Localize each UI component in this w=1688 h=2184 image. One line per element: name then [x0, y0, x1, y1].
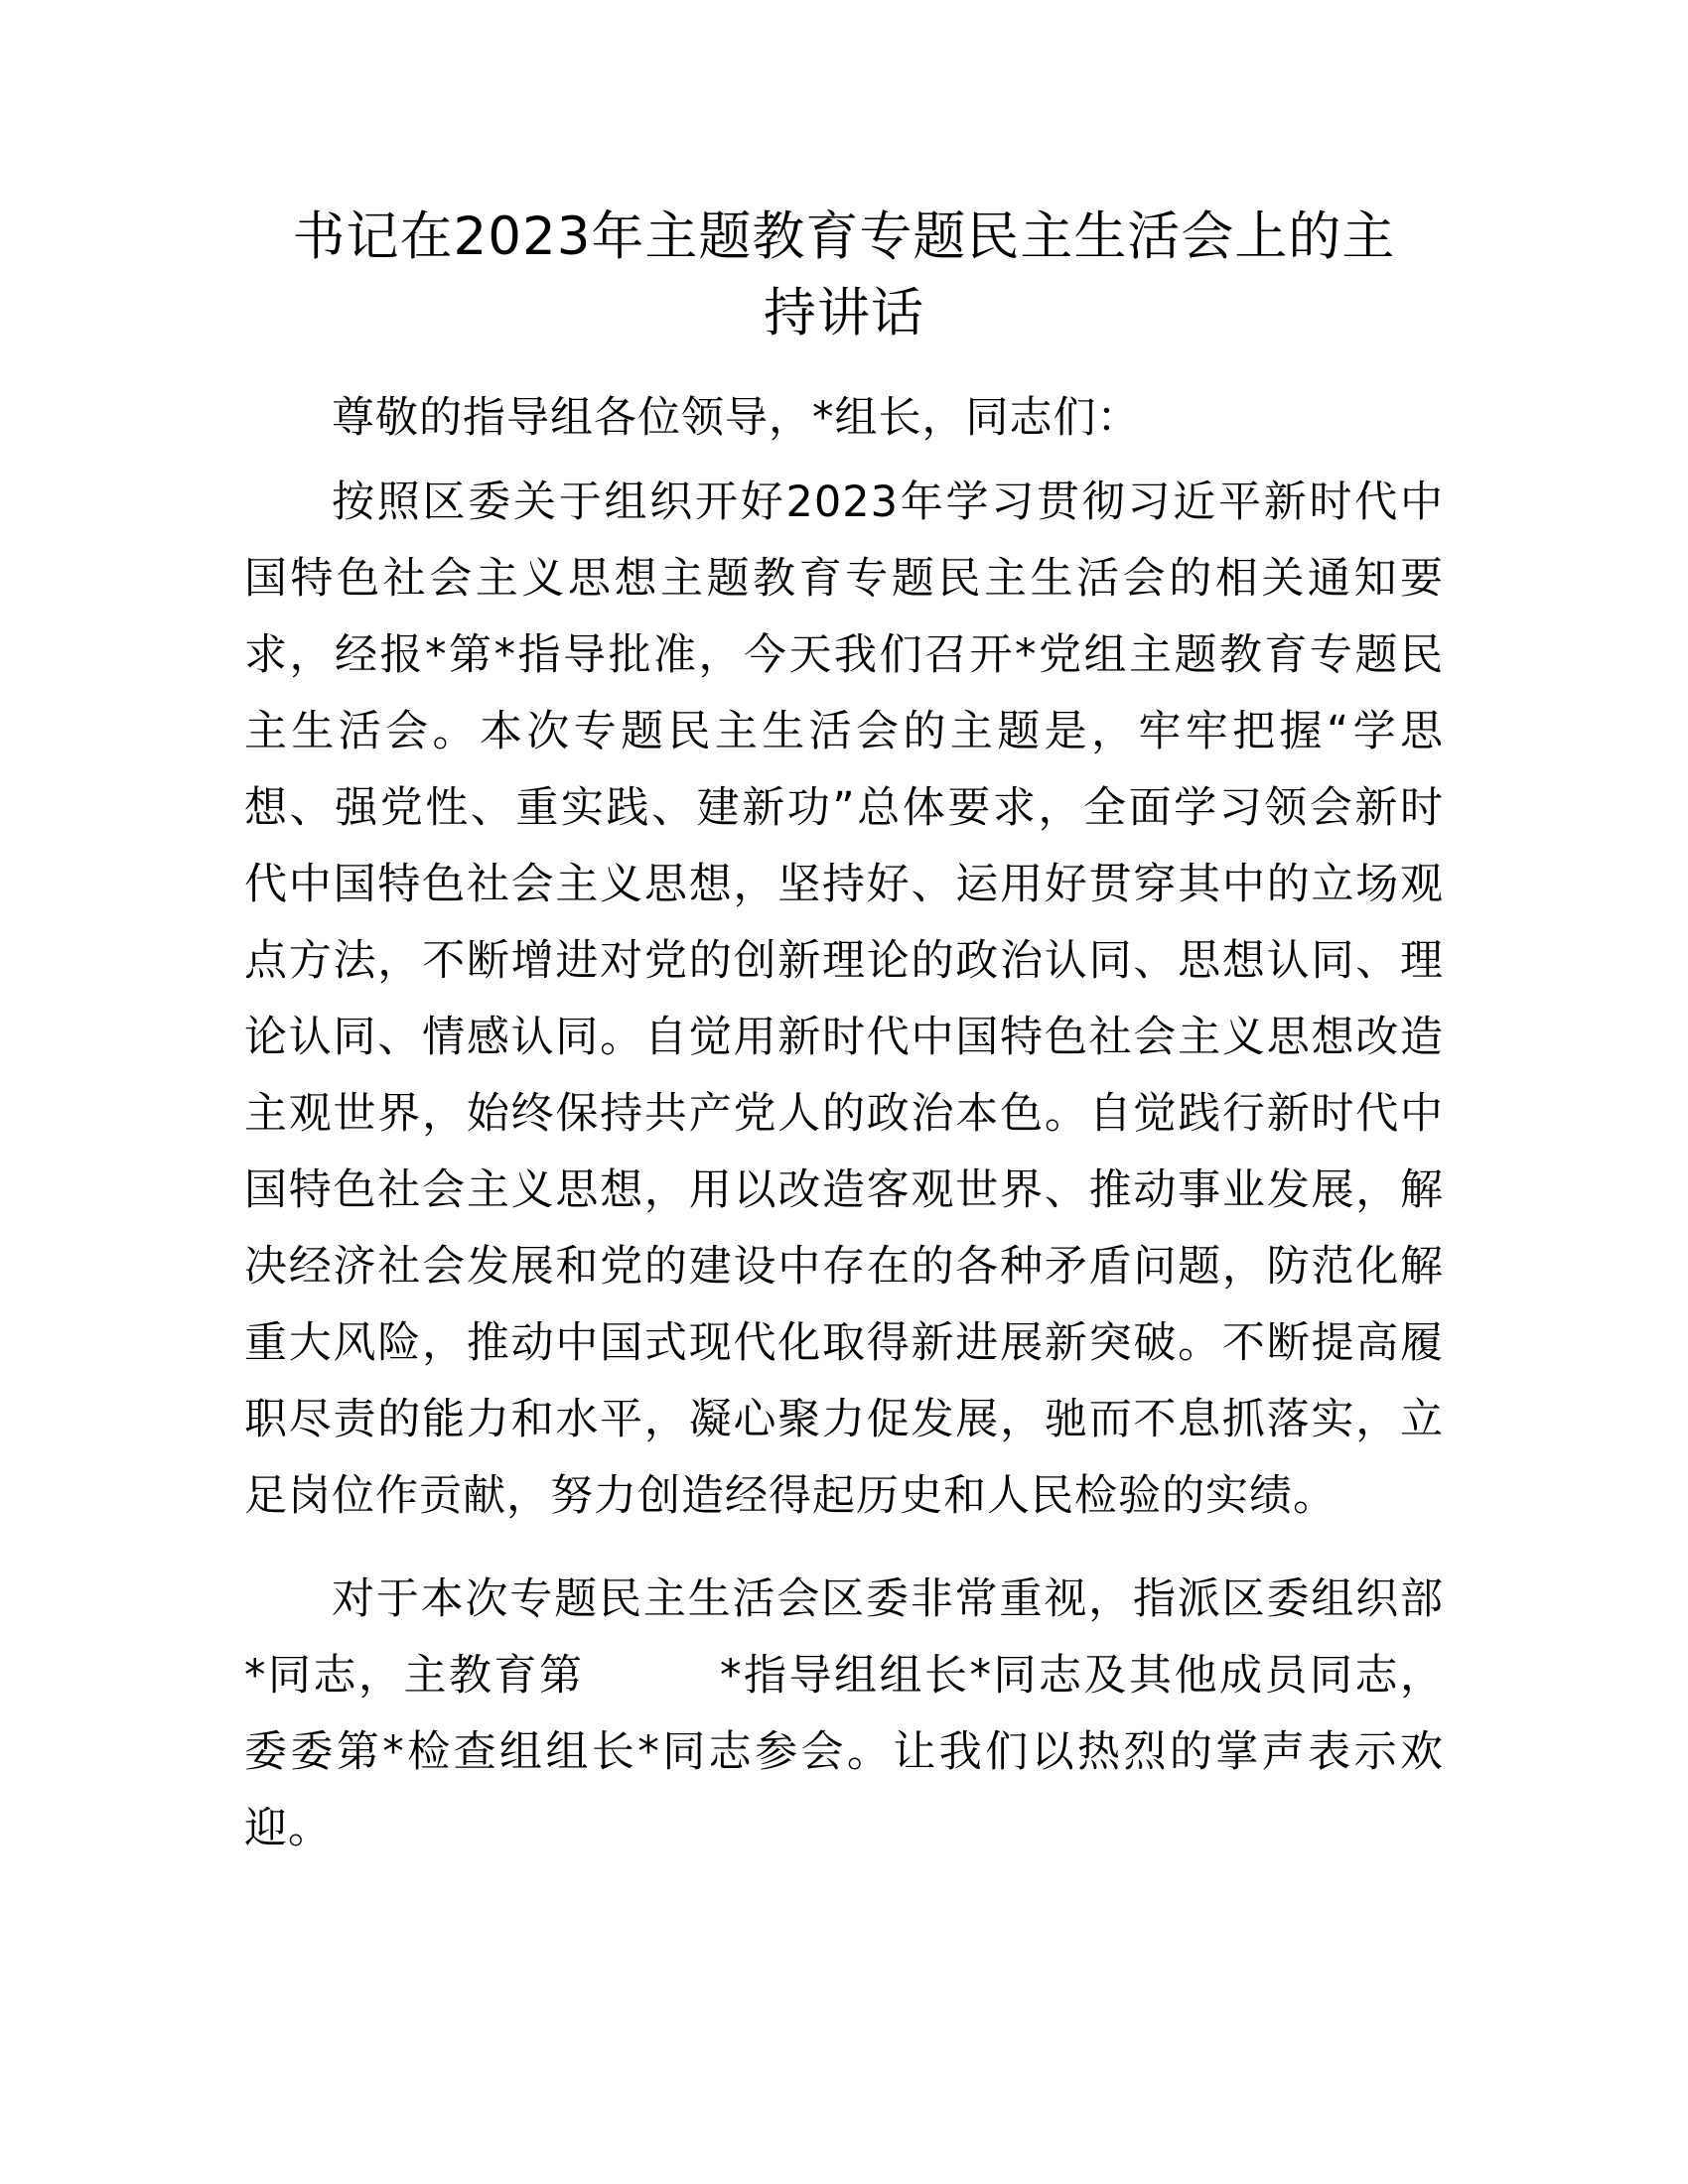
paragraph-line: 决经济社会发展和党的建设中存在的各种矛盾问题，防范化解	[244, 1242, 1444, 1292]
paragraph-line: 重大风险，推动中国式现代化取得新进展新突破。不断提高履	[244, 1318, 1444, 1368]
paragraph-line: 主生活会。本次专题民主生活会的主题是，牢牢把握“学思	[244, 707, 1444, 756]
paragraph-line: 委委第*检查组组长*同志参会。让我们以热烈的掌声表示欢	[244, 1727, 1444, 1777]
paragraph-line: 代中国特色社会主义思想，坚持好、运用好贯穿其中的立场观	[244, 860, 1444, 909]
paragraph-2	[244, 1562, 1444, 1867]
salutation	[244, 380, 1444, 457]
salutation-text: 尊敬的指导组各位领导，*组长，同志们：	[332, 393, 1141, 443]
title-line: 书记在2023年主题教育专题民主生活会上的主	[292, 206, 1396, 267]
paragraph-line: 对于本次专题民主生活会区委非常重视，指派区委组织部	[332, 1574, 1444, 1624]
paragraph-line: 足岗位作贡献，努力创造经得起历史和人民检验的实绩。	[244, 1471, 1336, 1521]
paragraph-line: *同志，主教育第 *指导组组长*同志及其他成员同志，	[244, 1651, 1444, 1701]
paragraph-line: 求，经报*第*指导批准，今天我们召开*党组主题教育专题民	[244, 630, 1444, 680]
paragraph-line: 点方法，不断增进对党的创新理论的政治认同、思想认同、理	[244, 936, 1444, 986]
paragraph-line: 国特色社会主义思想主题教育专题民主生活会的相关通知要	[244, 554, 1444, 604]
paragraph-1	[244, 465, 1444, 1535]
document-title	[244, 199, 1444, 351]
paragraph-line: 想、强党性、重实践、建新功”总体要求，全面学习领会新时	[244, 783, 1444, 833]
paragraph-line: 国特色社会主义思想，用以改造客观世界、推动事业发展，解	[244, 1165, 1444, 1215]
paragraph-line: 职尽责的能力和水平，凝心聚力促发展，驰而不息抓落实，立	[244, 1395, 1444, 1444]
paragraph-line: 论认同、情感认同。自觉用新时代中国特色社会主义思想改造	[244, 1013, 1444, 1062]
paragraph-line: 按照区委关于组织开好2023年学习贯彻习近平新时代中	[332, 478, 1444, 527]
paragraph-line: 迎。	[244, 1804, 332, 1853]
title-line: 持讲话	[764, 283, 924, 343]
paragraph-line: 主观世界，始终保持共产党人的政治本色。自觉践行新时代中	[244, 1089, 1444, 1139]
